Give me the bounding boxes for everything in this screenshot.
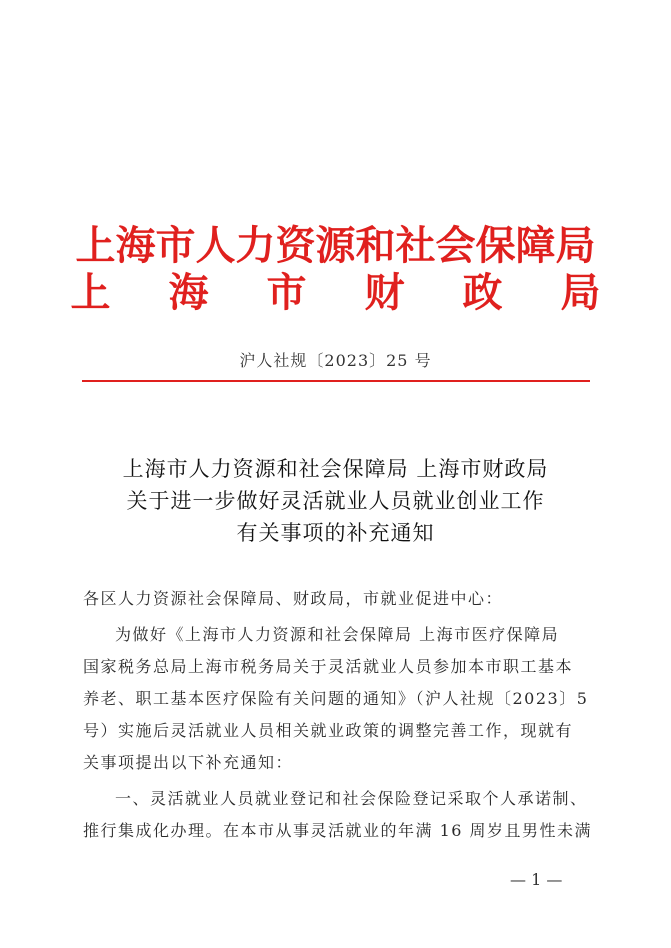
paragraph-2-line: 一、灵活就业人员就业登记和社会保险登记采取个人承诺制、 xyxy=(115,789,588,808)
salutation: 各区人力资源社会保障局、财政局，市就业促进中心： xyxy=(83,589,504,608)
document-title-line-3: 有关事项的补充通知 xyxy=(236,521,435,545)
paragraph-1-line: 国家税务总局上海市税务局关于灵活就业人员参加本市职工基本 xyxy=(83,657,574,676)
document-number: 沪人社规〔2023〕25 号 xyxy=(239,351,432,370)
page-number: — 1 — xyxy=(510,870,563,889)
paragraph-1-line: 号）实施后灵活就业人员相关就业政策的调整完善工作，现就有 xyxy=(83,721,574,740)
issuing-org-line-2: 上海市财政局 xyxy=(70,269,659,316)
red-divider-line xyxy=(82,380,590,382)
paragraph-1-line: 养老、职工基本医疗保险有关问题的通知》（沪人社规〔2023〕5 xyxy=(83,689,589,708)
paragraph-1-line: 为做好《上海市人力资源和社会保障局 上海市医疗保障局 xyxy=(115,625,560,644)
document-title-line-2: 关于进一步做好灵活就业人员就业创业工作 xyxy=(126,489,545,513)
paragraph-1-line: 关事项提出以下补充通知： xyxy=(83,753,294,772)
issuing-org-line-1: 上海市人力资源和社会保障局 xyxy=(75,222,596,269)
document-title-line-1: 上海市人力资源和社会保障局 上海市财政局 xyxy=(122,457,549,481)
paragraph-2-line: 推行集成化办理。在本市从事灵活就业的年满 16 周岁且男性未满 xyxy=(83,821,593,840)
